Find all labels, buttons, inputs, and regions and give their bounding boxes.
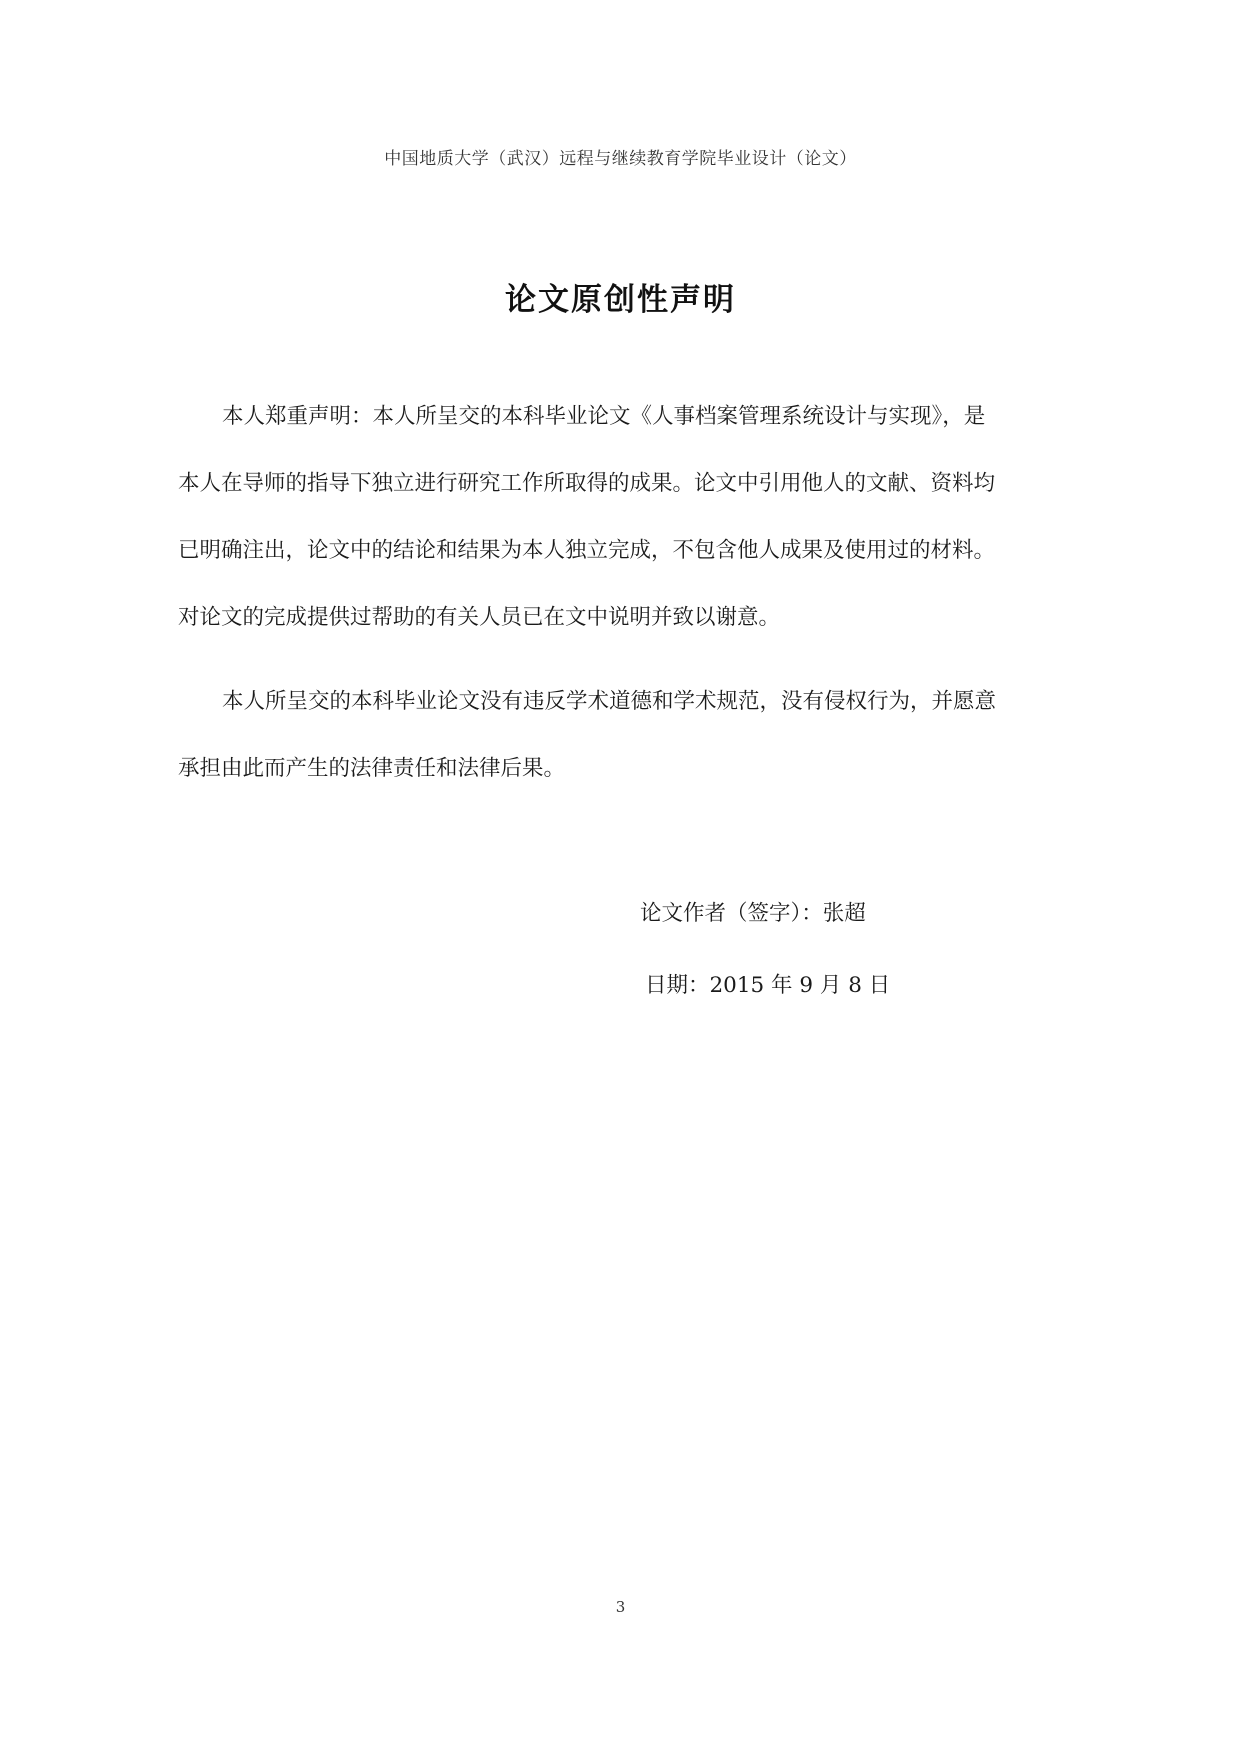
paragraph-line: 已明确注出，论文中的结论和结果为本人独立完成，不包含他人成果及使用过的材料。: [178, 538, 996, 563]
paragraph-line: 本人所呈交的本科毕业论文没有违反学术道德和学术规范，没有侵权行为，并愿意: [222, 689, 997, 714]
page-title: 论文原创性声明: [505, 282, 736, 318]
paragraph-line: 本人郑重声明：本人所呈交的本科毕业论文《人事档案管理系统设计与实现》，是: [222, 404, 986, 429]
running-header: 中国地质大学（武汉）远程与继续教育学院毕业设计（论文）: [384, 149, 857, 169]
paragraph-line: 对论文的完成提供过帮助的有关人员已在文中说明并致以谢意。: [178, 605, 781, 630]
paragraph-line: 本人在导师的指导下独立进行研究工作所取得的成果。论文中引用他人的文献、资料均: [178, 471, 996, 496]
paragraph-line: 承担由此而产生的法律责任和法律后果。: [178, 756, 566, 781]
signature-date-line: 日期：2015 年 9 月 8 日: [645, 973, 891, 998]
page-number: 3: [615, 1598, 626, 1616]
declaration-paragraph-2: [178, 668, 1114, 802]
declaration-paragraph-1: [178, 383, 1114, 651]
author-signature-line: 论文作者（签字）：张超: [640, 901, 866, 926]
